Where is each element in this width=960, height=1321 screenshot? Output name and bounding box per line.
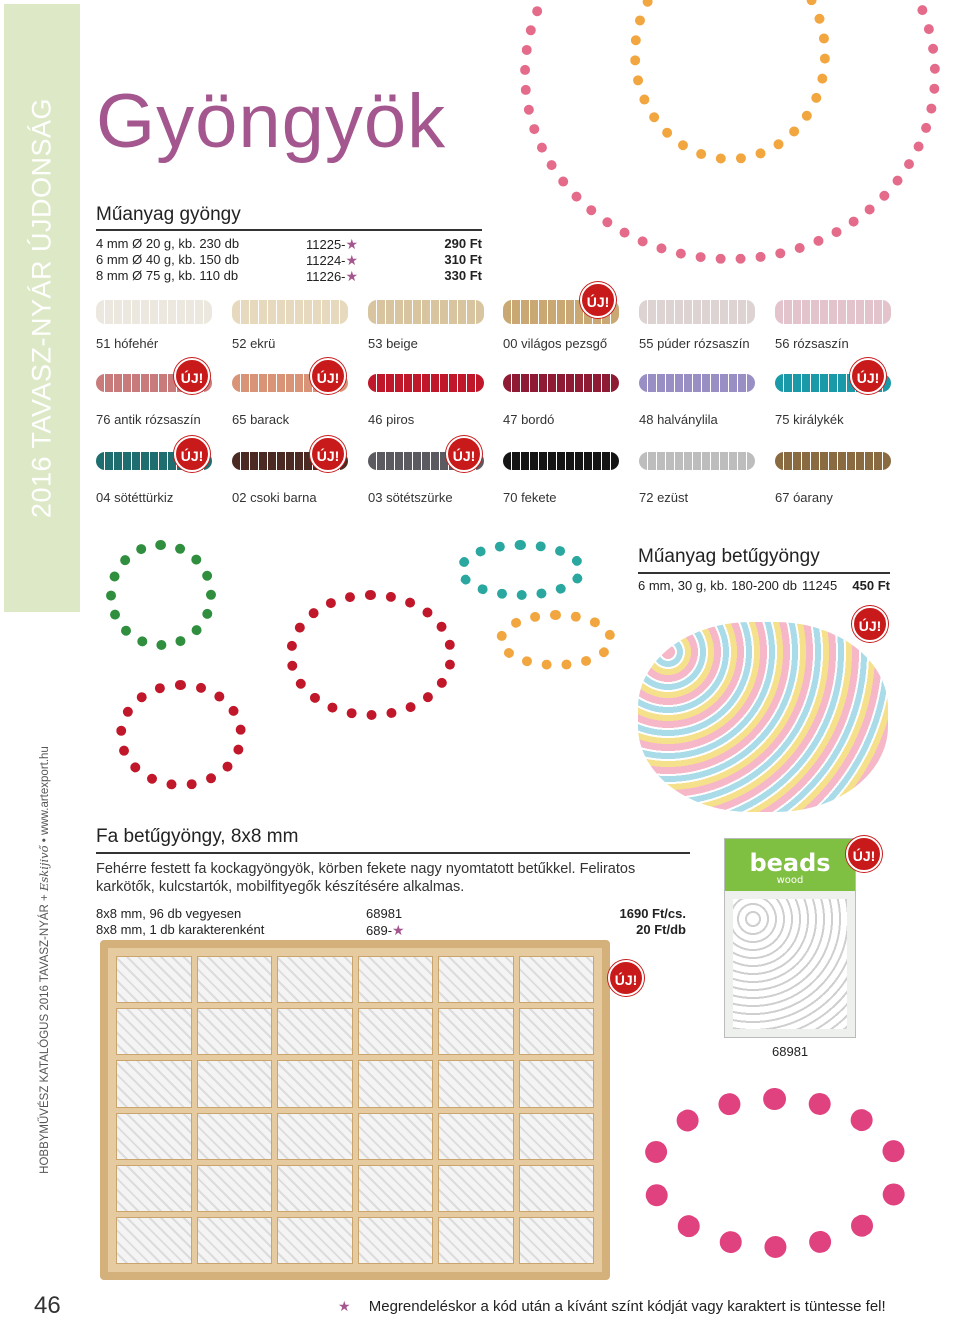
tray-compartment — [358, 1217, 434, 1264]
swatch-label: 02 csoki barna — [232, 490, 317, 505]
tray-compartment — [116, 1217, 192, 1264]
tray-compartment — [358, 1165, 434, 1212]
row-desc: 6 mm Ø 40 g, kb. 150 db — [96, 252, 240, 267]
new-badge: ÚJ! — [852, 606, 888, 642]
bead-strand — [96, 300, 212, 324]
row-price: 330 Ft — [444, 268, 482, 283]
tray-compartment — [197, 1113, 273, 1160]
row-code — [306, 236, 358, 253]
side-banner-text: 2016 TAVASZ-NYÁR ÚJDONSÁG — [26, 97, 57, 519]
tray-grid — [116, 956, 594, 1264]
tray-compartment — [358, 956, 434, 1003]
table-row — [96, 236, 482, 252]
code-value: 11224- — [306, 253, 346, 268]
bead-strand — [368, 374, 484, 392]
star-icon: ★ — [338, 1298, 351, 1314]
star-icon: ★ — [392, 922, 405, 938]
tray-compartment — [519, 1113, 595, 1160]
row-price: 450 Ft — [852, 578, 890, 593]
tray-compartment — [438, 1217, 514, 1264]
wood-beads-table — [96, 906, 686, 938]
wood-beads-description: Fehérre festett fa kockagyöngyök, körben fekete nagy nyomtatott betűkkel. Feliratos karkötők, kulcstartók, mobilfityegők készítésére alkalmas. — [96, 861, 636, 895]
tray-compartment — [116, 1060, 192, 1107]
swatch-label: 72 ezüst — [639, 490, 689, 505]
tray-compartment — [277, 1165, 353, 1212]
necklace-photo — [500, 4, 956, 294]
swatch-label: 55 púder rózsaszín — [639, 336, 750, 351]
tray-compartment — [438, 1060, 514, 1107]
swatch-label: 53 beige — [368, 336, 418, 351]
side-footer-text — [37, 746, 51, 1174]
wood-beads-title: Fa betűgyöngy, 8x8 mm — [96, 826, 299, 847]
tray-compartment — [116, 1165, 192, 1212]
wood-beads-rule — [96, 852, 690, 854]
bead-strand — [232, 300, 348, 324]
row-price: 290 Ft — [444, 236, 482, 251]
swatch-label: 51 hófehér — [96, 336, 159, 351]
bracelet — [116, 680, 246, 790]
bead-strand — [639, 452, 755, 470]
bracelet — [456, 540, 586, 600]
tray-compartment — [438, 1008, 514, 1055]
bag-title: beads — [749, 849, 831, 877]
row-desc: 6 mm, 30 g, kb. 180-200 db — [638, 578, 797, 593]
tray-compartment — [197, 1165, 273, 1212]
row-price: 1690 Ft/cs. — [619, 906, 686, 921]
tray-compartment — [277, 1217, 353, 1264]
row-code — [306, 252, 358, 269]
swatch-label: 67 óarany — [775, 490, 833, 505]
tray-compartment — [277, 1060, 353, 1107]
tray-compartment — [116, 1113, 192, 1160]
row-code: 68981 — [366, 906, 403, 921]
swatch-label: 65 barack — [232, 412, 290, 427]
tray-compartment — [277, 1008, 353, 1055]
footnote-text: Megrendeléskor a kód után a kívánt színt kódját vagy karaktert is tüntesse fel! — [368, 1298, 886, 1315]
row-code: 11245 — [802, 578, 838, 593]
swatch-label: 56 rózsaszín — [775, 336, 849, 351]
swatch-label: 00 világos pezsgő — [503, 336, 608, 351]
swatch-label: 03 sötétszürke — [368, 490, 453, 505]
tray-compartment — [519, 956, 595, 1003]
tray-compartment — [519, 1165, 595, 1212]
letter-beads-pile-photo — [638, 622, 888, 812]
bracelet — [640, 1088, 910, 1258]
tray-compartment — [197, 1060, 273, 1107]
letter-beads-row — [638, 578, 890, 594]
bracelet — [106, 540, 216, 650]
bead-strand — [503, 452, 619, 470]
letter-beads-rule — [638, 572, 890, 574]
table-row — [96, 268, 482, 284]
new-badge: ÚJ! — [174, 358, 210, 394]
bead-strand — [639, 374, 755, 392]
bracelet — [496, 610, 616, 670]
swatch-label: 52 ekrü — [232, 336, 276, 351]
bracelets-photo — [96, 530, 616, 820]
new-badge: ÚJ! — [310, 436, 346, 472]
tray-compartment — [116, 956, 192, 1003]
tray-compartment — [116, 1008, 192, 1055]
code-value: 11225- — [306, 237, 346, 252]
new-badge: ÚJ! — [850, 358, 886, 394]
table-row — [96, 906, 686, 922]
new-badge: ÚJ! — [174, 436, 210, 472]
swatch-label: 46 piros — [368, 412, 415, 427]
plastic-beads-title: Műanyag gyöngy — [96, 204, 241, 225]
tray-compartment — [277, 1113, 353, 1160]
tray-compartment — [438, 1165, 514, 1212]
page-title: Gyöngyök — [96, 79, 447, 164]
bead-strand — [639, 300, 755, 324]
swatch-label: 47 bordó — [503, 412, 555, 427]
tray-compartment — [358, 1008, 434, 1055]
letter-tray-photo — [100, 940, 610, 1280]
table-row — [96, 252, 482, 268]
tray-compartment — [197, 1217, 273, 1264]
new-badge: ÚJ! — [310, 358, 346, 394]
new-badge: ÚJ! — [580, 282, 616, 318]
star-icon: ★ — [345, 252, 359, 268]
footnote — [338, 1298, 886, 1315]
tray-compartment — [197, 956, 273, 1003]
bead-strand — [368, 300, 484, 324]
row-desc: 8x8 mm, 96 db vegyesen — [96, 906, 242, 921]
star-icon: ★ — [345, 236, 359, 252]
swatch-label: 75 királykék — [775, 412, 844, 427]
plastic-beads-rule — [96, 229, 482, 231]
tray-compartment — [519, 1008, 595, 1055]
tray-compartment — [358, 1060, 434, 1107]
side-banner — [4, 4, 80, 612]
bracelet — [286, 590, 456, 720]
beads-bag-photo — [724, 838, 856, 1038]
bead-strand — [775, 300, 891, 324]
row-desc: 8x8 mm, 1 db karakterenként — [96, 922, 265, 937]
tray-compartment — [358, 1113, 434, 1160]
letter-beads-title: Műanyag betűgyöngy — [638, 546, 820, 567]
bead-strand — [775, 452, 891, 470]
row-price: 20 Ft/db — [636, 922, 686, 937]
code-value: 689- — [366, 923, 393, 938]
row-code — [306, 268, 358, 285]
tray-compartment — [438, 1113, 514, 1160]
new-badge: ÚJ! — [446, 436, 482, 472]
new-badge: ÚJ! — [846, 836, 882, 872]
bag-contents — [733, 899, 847, 1029]
website-link[interactable]: • www.artexport.hu — [39, 746, 51, 843]
page-number: 46 — [34, 1292, 61, 1319]
bag-label — [725, 839, 855, 891]
tray-compartment — [197, 1008, 273, 1055]
script-logo: Eskijivő — [37, 845, 51, 892]
bag-subtitle: wood — [776, 875, 804, 886]
swatch-label: 48 halványlila — [639, 412, 718, 427]
tray-compartment — [277, 956, 353, 1003]
row-desc: 8 mm Ø 75 g, kb. 110 db — [96, 268, 239, 283]
bead-strand — [503, 374, 619, 392]
name-bracelet-photo — [620, 1088, 920, 1268]
code-value: 11226- — [306, 269, 346, 284]
tray-compartment — [519, 1060, 595, 1107]
tray-compartment — [519, 1217, 595, 1264]
bag-code: 68981 — [772, 1044, 809, 1059]
swatch-label: 04 sötéttürkiz — [96, 490, 174, 505]
row-code — [366, 922, 405, 939]
tray-compartment — [438, 956, 514, 1003]
table-row — [96, 922, 686, 938]
row-price: 310 Ft — [444, 252, 482, 267]
new-badge: ÚJ! — [608, 960, 644, 996]
star-icon: ★ — [345, 268, 359, 284]
plastic-beads-table — [96, 236, 482, 284]
swatch-label: 76 antik rózsaszín — [96, 412, 201, 427]
row-desc: 4 mm Ø 20 g, kb. 230 db — [96, 236, 240, 251]
swatch-label: 70 fekete — [503, 490, 557, 505]
catalog-label: HOBBYMŰVÉSZ KATALÓGUS 2016 TAVASZ-NYÁR + — [39, 894, 51, 1174]
